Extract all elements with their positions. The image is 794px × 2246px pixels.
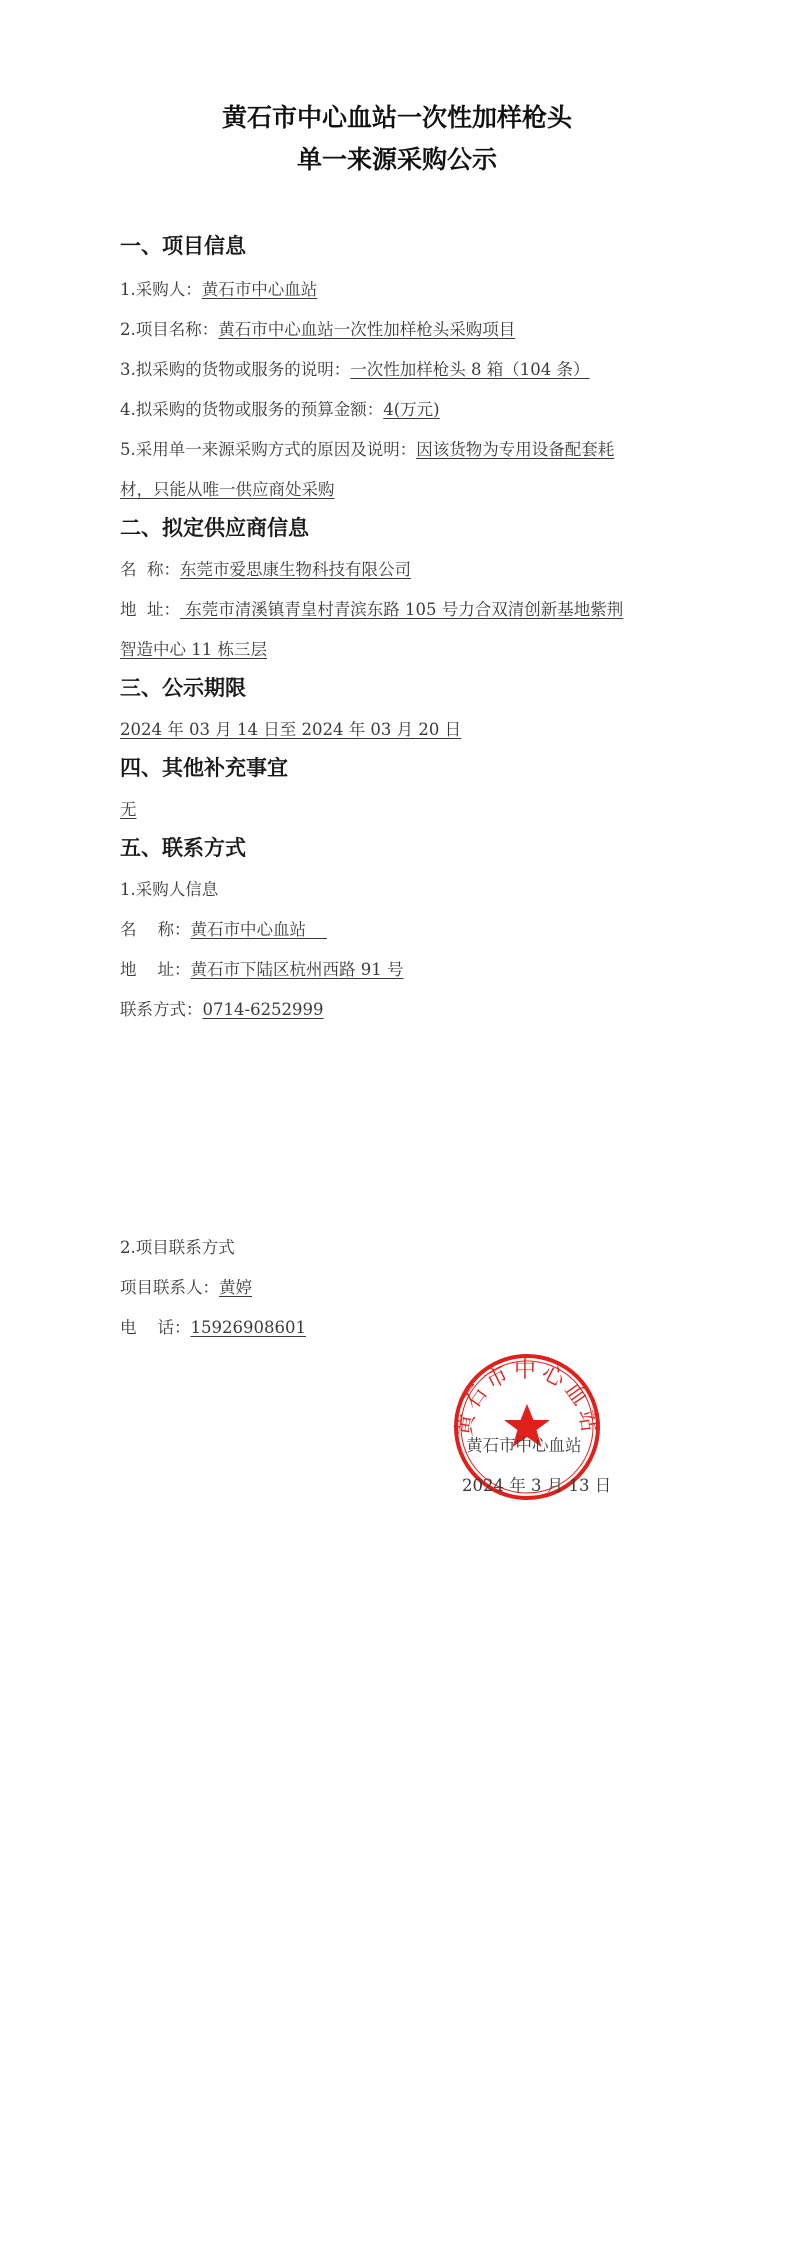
budget-label: 4.拟采购的货物或服务的预算金额： [120, 400, 384, 419]
contact-method-value: 0714-6252999 [202, 1000, 324, 1019]
goods-value: 一次性加样枪头 8 箱（104 条） [350, 360, 590, 379]
reason-value-line2: 材，只能从唯一供应商处采购 [120, 480, 335, 499]
other-matters-value: 无 [120, 800, 137, 819]
goods-row [120, 356, 589, 380]
contact-phone-row [120, 996, 324, 1020]
doc-title-line1: 黄石市中心血站一次性加样枪头 [221, 103, 572, 132]
contact-name-row [120, 916, 327, 940]
reason-row [120, 436, 614, 460]
section1-heading: 一、项目信息 [120, 234, 246, 258]
section3-heading: 三、公示期限 [120, 676, 246, 700]
period-value: 2024 年 03 月 14 日至 2024 年 03 月 20 日 [120, 720, 462, 739]
budget-value: 4(万元) [383, 400, 440, 419]
supplier-address-row-continued [120, 636, 267, 660]
seal-arc-text: 黄石市中心血站 [452, 1357, 602, 1438]
supplier-address-value-line1: 东莞市清溪镇青皇村青滨东路 105 号力合双清创新基地紫荆 [180, 600, 624, 619]
section2-heading: 二、拟定供应商信息 [120, 516, 309, 540]
reason-label: 5.采用单一来源采购方式的原因及说明： [120, 440, 417, 459]
doc-title-line2: 单一来源采购公示 [296, 145, 497, 174]
reason-row-continued [120, 476, 335, 500]
purchaser-info-label: 1.采购人信息 [120, 880, 219, 899]
project-person-label: 项目联系人： [120, 1278, 219, 1297]
reason-value-line1: 因该货物为专用设备配套耗 [416, 440, 615, 459]
project-phone-value: 15926908601 [190, 1318, 306, 1337]
project-phone-row [120, 1314, 306, 1338]
section4-heading: 四、其他补充事宜 [120, 756, 288, 780]
purchaser-value: 黄石市中心血站 [201, 280, 318, 299]
signature-org: 黄石市中心血站 [466, 1436, 582, 1455]
contact-address-row [120, 956, 403, 980]
project-contact-label: 2.项目联系方式 [120, 1238, 235, 1257]
contact-address-label: 地 址： [120, 960, 191, 979]
signature-date: 2024 年 3 月 13 日 [462, 1476, 612, 1495]
goods-label: 3.拟采购的货物或服务的说明： [120, 360, 351, 379]
supplier-address-value-line2: 智造中心 11 栋三层 [120, 640, 267, 659]
section5-heading: 五、联系方式 [120, 836, 246, 860]
period-row [120, 716, 461, 740]
contact-name-value: 黄石市中心血站 [190, 920, 327, 939]
purchaser-label: 1.采购人： [120, 280, 202, 299]
project-name-value: 黄石市中心血站一次性加样枪头采购项目 [218, 320, 516, 339]
project-name-label: 2.项目名称： [120, 320, 219, 339]
purchaser-row [120, 276, 317, 300]
other-matters-row [120, 796, 137, 820]
contact-address-value: 黄石市下陆区杭州西路 91 号 [190, 960, 404, 979]
contact-method-label: 联系方式： [120, 1000, 203, 1019]
project-person-value: 黄婷 [219, 1278, 252, 1297]
budget-row [120, 396, 440, 420]
supplier-address-row [120, 596, 623, 620]
contact-name-label: 名 称： [120, 920, 191, 939]
project-person-row [120, 1274, 252, 1298]
supplier-name-label: 名 称： [120, 560, 180, 579]
supplier-name-value: 东莞市爱思康生物科技有限公司 [180, 560, 411, 579]
project-phone-label: 电 话： [120, 1318, 191, 1337]
supplier-address-label: 地 址： [120, 600, 180, 619]
project-name-row [120, 316, 515, 340]
supplier-name-row [120, 556, 411, 580]
